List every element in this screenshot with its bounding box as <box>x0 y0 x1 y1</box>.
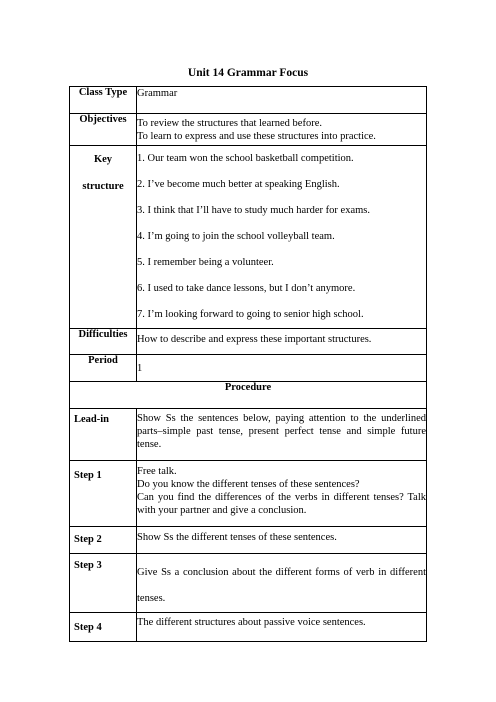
step-label: Step 3 <box>70 554 137 613</box>
step-line: Give Ss a conclusion about the different forms of verb in different tenses. <box>137 567 426 604</box>
procedure-heading: Procedure <box>70 382 427 409</box>
step-row <box>70 554 427 613</box>
key-structure-item: 7. I’m looking forward to going to senior high school. <box>137 309 364 320</box>
period-label: Period <box>70 355 137 382</box>
step-label: Step 4 <box>70 613 137 642</box>
procedure-heading-row <box>70 382 427 409</box>
step-content <box>137 554 427 613</box>
key-structure-item: 2. I’ve become much better at speaking English. <box>137 179 340 190</box>
key-structure-list <box>137 146 427 329</box>
step-content <box>137 461 427 527</box>
key-structure-item: 3. I think that I’ll have to study much harder for exams. <box>137 205 370 216</box>
lesson-plan-table <box>69 86 427 642</box>
key-structure-row <box>70 146 427 329</box>
key-structure-item: 5. I remember being a volunteer. <box>137 257 274 268</box>
key-structure-label-line: Key <box>93 154 113 165</box>
objectives-label: Objectives <box>70 114 137 146</box>
period-value: 1 <box>137 355 427 382</box>
step-label: Step 1 <box>70 461 137 527</box>
step-line: The different structures about passive voice sentences. <box>137 617 366 628</box>
objective-line: To review the structures that learned before. <box>137 118 322 129</box>
step-line: Show Ss the different tenses of these sentences. <box>137 532 337 543</box>
class-type-row <box>70 87 427 114</box>
step-row <box>70 527 427 554</box>
step-content <box>137 527 427 554</box>
page-title: Unit 14 Grammar Focus <box>187 67 309 79</box>
objectives-row <box>70 114 427 146</box>
difficulties-label: Difficulties <box>70 329 137 355</box>
key-structure-item: 6. I used to take dance lessons, but I don’t anymore. <box>137 283 356 294</box>
key-structure-label <box>70 146 137 329</box>
step-line: Free talk. <box>137 466 177 477</box>
key-structure-label-line: structure <box>82 181 124 192</box>
step-content <box>137 613 427 642</box>
class-type-value: Grammar <box>137 87 427 114</box>
class-type-label: Class Type <box>70 87 137 114</box>
step-line: Can you find the differences of the verbs in different tenses? Talk with your partner and give a conclusion. <box>137 492 426 516</box>
key-structure-item: 1. Our team won the school basketball competition. <box>137 153 354 164</box>
step-content <box>137 409 427 461</box>
step-line: Show Ss the sentences below, paying attention to the underlined parts–simple past tense, present perfect tense and simple future tense. <box>137 413 426 450</box>
step-row <box>70 409 427 461</box>
difficulties-row <box>70 329 427 355</box>
difficulties-value: How to describe and express these important structures. <box>137 329 427 355</box>
step-label: Lead-in <box>70 409 137 461</box>
period-row <box>70 355 427 382</box>
step-line: Do you know the different tenses of these sentences? <box>137 479 360 490</box>
objective-line: To learn to express and use these structures into practice. <box>137 131 376 142</box>
key-structure-item: 4. I’m going to join the school volleyball team. <box>137 231 335 242</box>
step-label: Step 2 <box>70 527 137 554</box>
objectives-value <box>137 114 427 146</box>
step-row <box>70 461 427 527</box>
step-row <box>70 613 427 642</box>
